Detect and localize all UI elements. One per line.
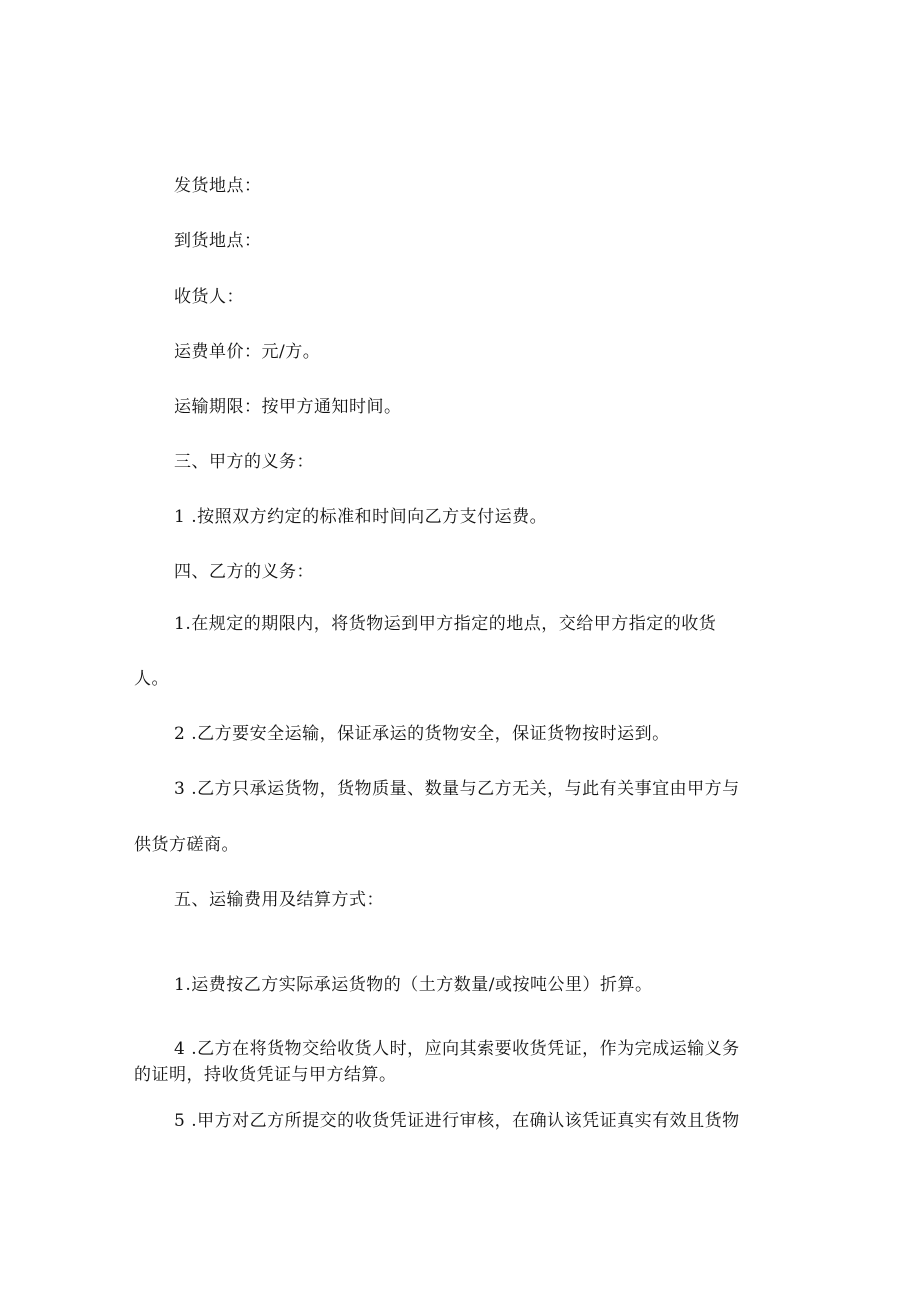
section-3-item-1: 1 .按照双方约定的标准和时间向乙方支付运费。 [174, 507, 548, 527]
ship-from-line: 发货地点： [174, 176, 262, 196]
section-5-item-4-line-2: 的证明，持收货凭证与甲方结算。 [134, 1065, 397, 1085]
section-4-item-3-line-1: 3 .乙方只承运货物，货物质量、数量与乙方无关，与此有关事宜由甲方与 [174, 779, 740, 799]
ship-to-line: 到货地点： [174, 231, 262, 251]
transport-period-line: 运输期限：按甲方通知时间。 [174, 397, 402, 417]
section-5-title: 五、运输费用及结算方式： [174, 890, 384, 910]
section-4-item-2: 2 .乙方要安全运输，保证承运的货物安全，保证货物按时运到。 [174, 724, 670, 744]
section-4-item-1-line-2: 人。 [134, 669, 169, 689]
section-5-item-5: 5 .甲方对乙方所提交的收货凭证进行审核，在确认该凭证真实有效且货物 [174, 1111, 740, 1131]
section-5-item-4-line-1: 4 .乙方在将货物交给收货人时，应向其索要收货凭证，作为完成运输义务 [174, 1039, 740, 1059]
section-4-title: 四、乙方的义务： [174, 562, 314, 582]
section-4-item-1-line-1: 1.在规定的期限内，将货物运到甲方指定的地点，交给甲方指定的收货 [174, 614, 717, 634]
consignee-line: 收货人： [174, 287, 244, 307]
section-3-title: 三、甲方的义务： [174, 452, 314, 472]
unit-price-line: 运费单价：元/方。 [174, 342, 321, 362]
section-5-item-1: 1.运费按乙方实际承运货物的（土方数量/或按吨公里）折算。 [174, 975, 653, 995]
section-4-item-3-line-2: 供货方磋商。 [134, 835, 239, 855]
